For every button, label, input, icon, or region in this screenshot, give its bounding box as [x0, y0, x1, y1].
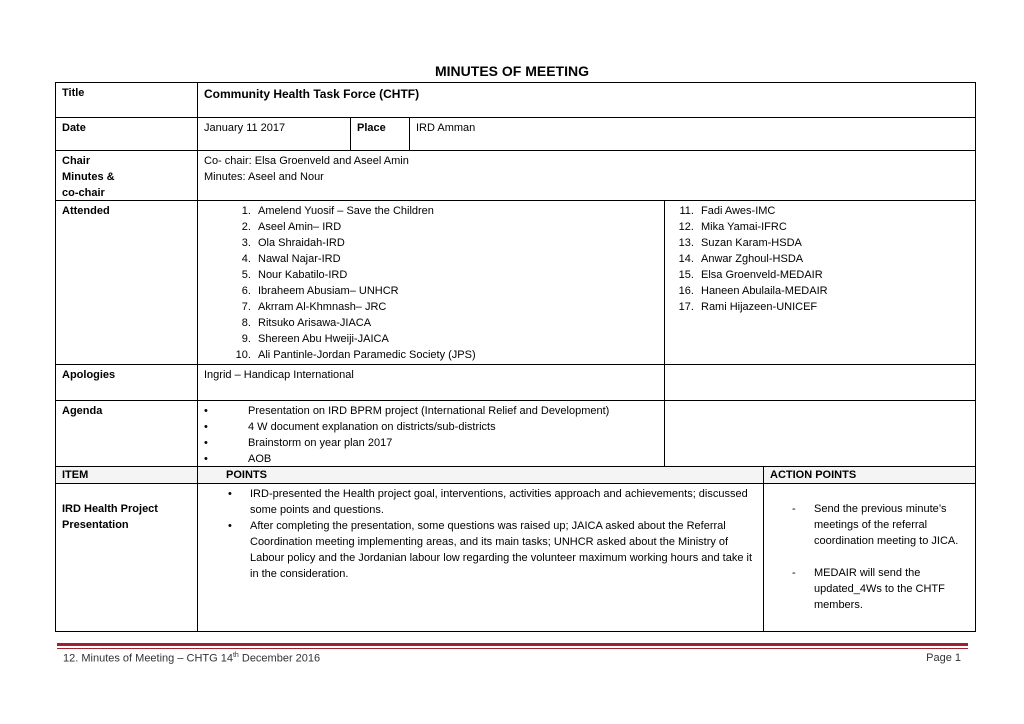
footer-rule-thin: [57, 648, 968, 649]
attended-label: Attended: [55, 200, 198, 365]
place-label: Place: [350, 117, 410, 151]
point-item: • IRD-presented the Health project goal, interventions, activities approach and achievements; discussed some points and questions.: [250, 486, 755, 518]
action-item: - MEDAIR will send the updated_4Ws to the CHTF members.: [814, 565, 969, 613]
place-value: IRD Amman: [409, 117, 976, 151]
chair-label: [55, 150, 198, 201]
item1-actions: [763, 483, 976, 632]
item1-label-line: Presentation: [62, 519, 129, 531]
chair-value: [197, 150, 976, 201]
item1-label-line: IRD Health Project: [62, 503, 158, 515]
agenda-item: • Brainstorm on year plan 2017: [248, 435, 658, 451]
attendee: 13. Suzan Karam-HSDA: [697, 235, 969, 251]
apologies-empty: [664, 364, 976, 401]
footer-doc-reference: 12. Minutes of Meeting – CHTG 14th December 2016: [63, 652, 321, 665]
chair-value-line: Co- chair: Elsa Groenveld and Aseel Amin: [204, 155, 409, 167]
item1-label: [55, 483, 198, 632]
attendee: 5. Nour Kabatilo-IRD: [254, 267, 658, 283]
agenda-label: Agenda: [55, 400, 198, 467]
agenda-empty: [664, 400, 976, 467]
attendee: 11. Fadi Awes-IMC: [697, 203, 969, 219]
points-header: POINTS: [197, 466, 764, 484]
title-label: Title: [55, 82, 198, 118]
footer-rule: [57, 643, 968, 646]
attended-list-left: [197, 200, 665, 365]
attendee: 2. Aseel Amin– IRD: [254, 219, 658, 235]
attended-list-right: [664, 200, 976, 365]
item-header: ITEM: [55, 466, 198, 484]
attendee: 15. Elsa Groenveld-MEDAIR: [697, 267, 969, 283]
attendee: 17. Rami Hijazeen-UNICEF: [697, 299, 969, 315]
chair-label-line: Chair: [62, 155, 91, 167]
title-value: Community Health Task Force (CHTF): [197, 82, 976, 118]
agenda-list: [197, 400, 665, 467]
attendee: 16. Haneen Abulaila-MEDAIR: [697, 283, 969, 299]
chair-label-line: co-chair: [62, 187, 105, 199]
attendee: 9. Shereen Abu Hweiji-JAICA: [254, 331, 658, 347]
attendee: 3. Ola Shraidah-IRD: [254, 235, 658, 251]
minutes-table: [55, 82, 976, 632]
agenda-item: • 4 W document explanation on districts/sub-districts: [248, 419, 658, 435]
attendee: 8. Ritsuko Arisawa-JIACA: [254, 315, 658, 331]
date-label: Date: [55, 117, 198, 151]
item1-points: [197, 483, 764, 632]
action-points-header: ACTION POINTS: [763, 466, 976, 484]
point-item: • After completing the presentation, some questions was raised up; JAICA asked about the Referral Coordination meeting implementing areas, and its main tasks; UNHCR asked about the Ministry of Labour policy and the Jordanian labour low regarding the volunteer maximum working hours and take it in the consideration.: [250, 518, 755, 582]
attendee: 6. Ibraheem Abusiam– UNHCR: [254, 283, 658, 299]
agenda-item: • AOB: [248, 451, 658, 467]
attendee: 7. Akrram Al-Khmnash– JRC: [254, 299, 658, 315]
chair-label-line: Minutes &: [62, 171, 115, 183]
apologies-value: Ingrid – Handicap International: [197, 364, 665, 401]
footer-page-number: Page 1: [926, 652, 961, 664]
attendee: 1. Amelend Yuosif – Save the Children: [254, 203, 658, 219]
agenda-item: • Presentation on IRD BPRM project (International Relief and Development): [248, 403, 658, 419]
apologies-label: Apologies: [55, 364, 198, 401]
attendee: 14. Anwar Zghoul-HSDA: [697, 251, 969, 267]
chair-value-line: Minutes: Aseel and Nour: [204, 171, 324, 183]
document-title: MINUTES OF MEETING: [435, 63, 589, 79]
attendee: 12. Mika Yamai-IFRC: [697, 219, 969, 235]
attendee: 4. Nawal Najar-IRD: [254, 251, 658, 267]
action-item: - Send the previous minute’s meetings of the referral coordination meeting to JICA.: [814, 501, 969, 549]
attendee: 10. Ali Pantinle-Jordan Paramedic Society (JPS): [254, 347, 658, 363]
date-value: January 11 2017: [197, 117, 351, 151]
